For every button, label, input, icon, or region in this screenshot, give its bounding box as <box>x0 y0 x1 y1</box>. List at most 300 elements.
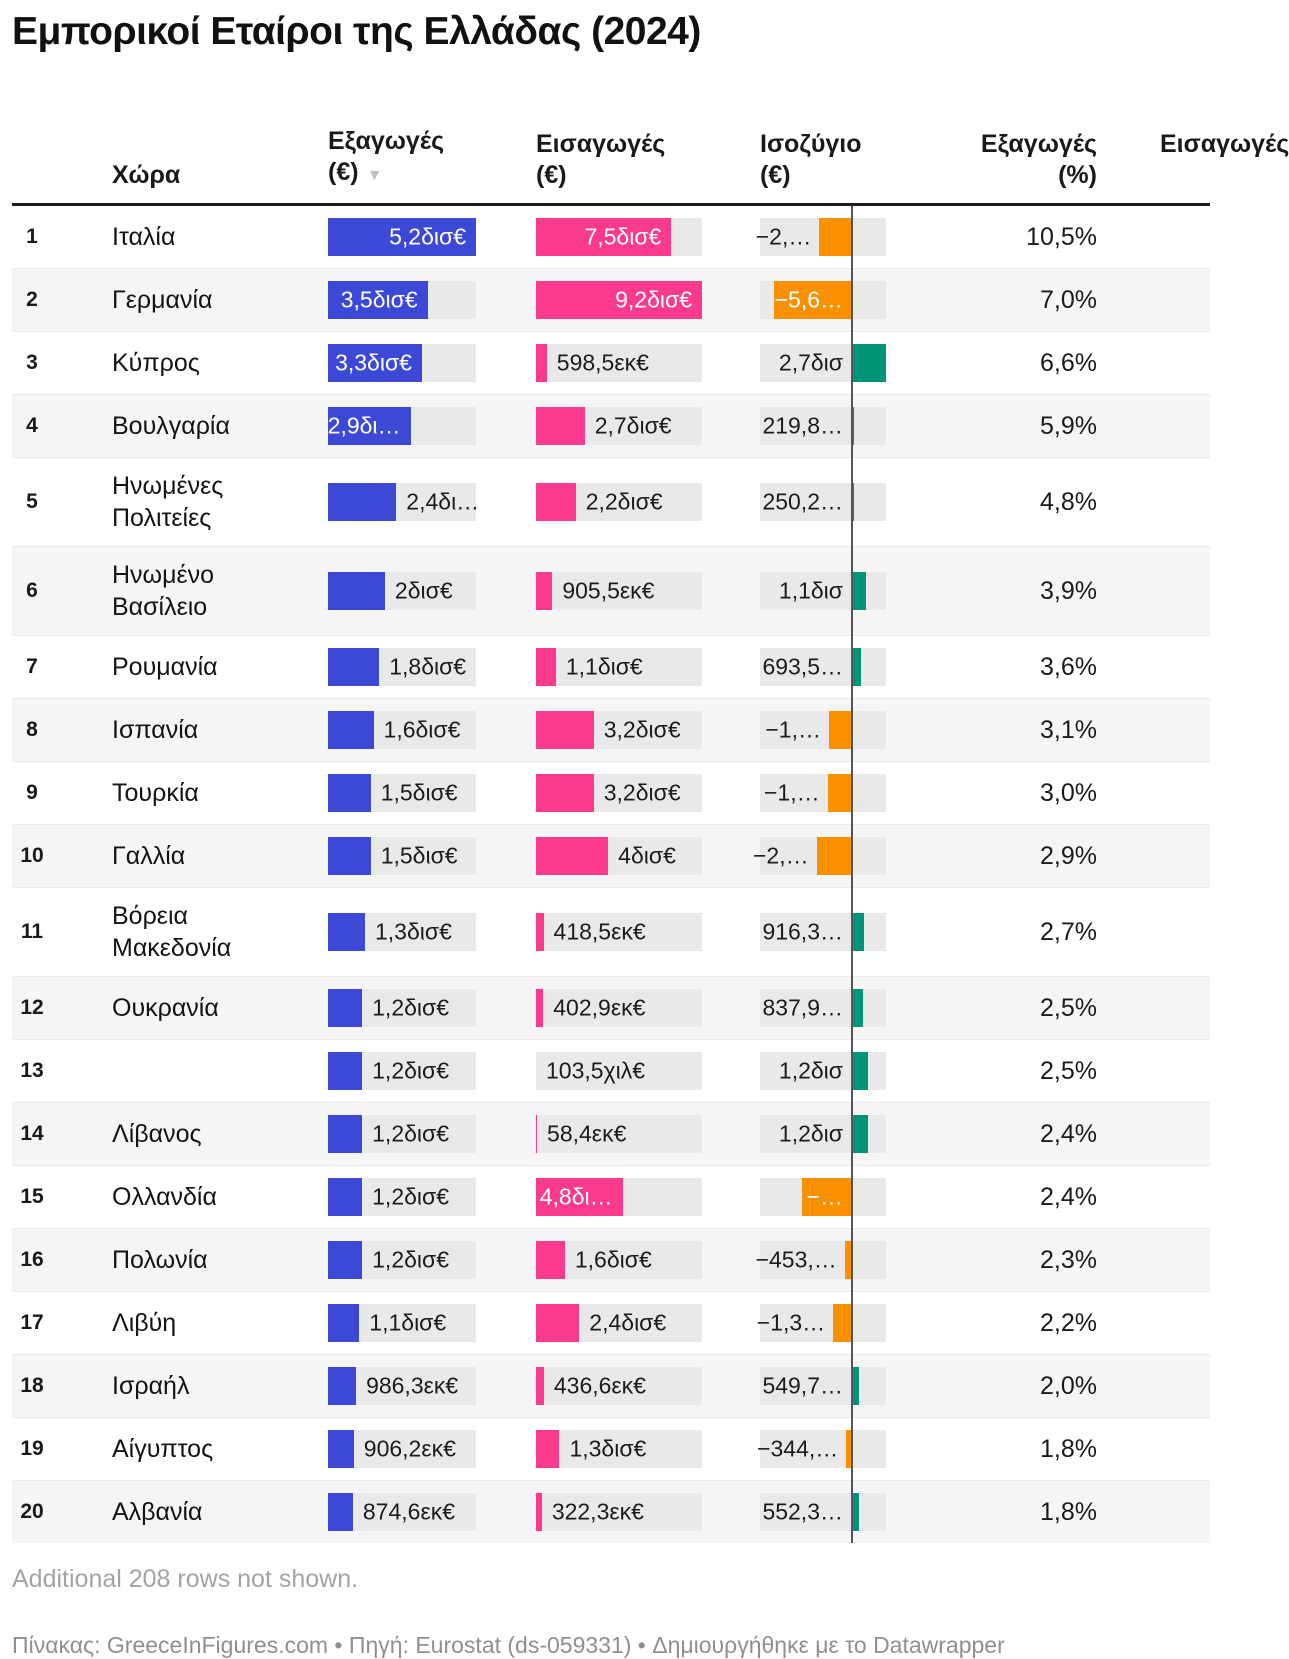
exports-bar <box>328 1178 362 1216</box>
exports-value-label: 1,3δισ€ <box>375 918 452 945</box>
imports-bar <box>536 648 556 686</box>
col-header-balance[interactable] <box>760 129 886 191</box>
balance-track <box>760 774 886 812</box>
exports-bar <box>328 1304 359 1342</box>
exports-pct-value: 1,8% <box>1040 1434 1097 1463</box>
balance-track <box>760 483 886 521</box>
imports-track <box>536 837 702 875</box>
exports-pct-value: 4,8% <box>1040 487 1097 516</box>
imports-value-label: 7,5δισ€ <box>584 223 662 250</box>
imports-pct-cell <box>1097 1185 1210 1209</box>
imports-pct-cell <box>1097 579 1210 603</box>
rank-cell: 17 <box>20 1311 44 1334</box>
imports-value-label: 905,5εκ€ <box>562 577 655 604</box>
table-row <box>12 331 1210 394</box>
country-name: Ολλανδία <box>112 1183 217 1211</box>
exports-value-label: 1,2δισ€ <box>372 1246 450 1273</box>
balance-value-label: −… <box>806 1183 843 1210</box>
exports-bar <box>328 1430 354 1468</box>
table-row <box>12 457 1210 546</box>
country-name: Γαλλία <box>112 842 186 870</box>
exports-track <box>328 989 476 1027</box>
imports-value-label: 4,8δι… <box>539 1183 613 1210</box>
balance-value-label: −2,… <box>755 223 812 250</box>
imports-cell <box>536 901 760 963</box>
table-row <box>12 698 1210 761</box>
imports-bar <box>536 1241 565 1279</box>
exports-track <box>328 1241 476 1279</box>
table-row <box>12 761 1210 824</box>
imports-value-label: 58,4εκ€ <box>547 1120 627 1147</box>
exports-pct-cell <box>886 767 1097 820</box>
imports-value-label: 2,2δισ€ <box>585 488 663 515</box>
balance-cell <box>756 1292 886 1354</box>
balance-track <box>760 572 886 610</box>
exports-track <box>328 1304 476 1342</box>
exports-bar <box>328 648 379 686</box>
balance-track <box>760 711 886 749</box>
country-cell <box>52 272 328 328</box>
attribution-byline: Πίνακας: GreeceInFigures.com • Πηγή: Eurostat (ds-059331) • Δημιουργήθηκε με το Datawrapper <box>12 1632 1005 1658</box>
country-name: Ρουμανία <box>112 653 218 681</box>
imports-value-label: 1,3δισ€ <box>569 1435 647 1462</box>
col-header-country[interactable] <box>52 160 328 191</box>
balance-track <box>760 648 886 686</box>
exports-track <box>328 218 476 256</box>
exports-pct-cell <box>886 1360 1097 1413</box>
exports-pct-value: 3,0% <box>1040 778 1097 807</box>
country-name: Ηνωμένες Πολιτείες <box>112 472 224 532</box>
col-header-exports-line2: (€) ▼ <box>328 158 383 186</box>
exports-value-label: 2,4δι… <box>406 488 480 515</box>
rows-not-shown-note: Additional 208 rows not shown. <box>12 1565 359 1593</box>
balance-cell <box>760 636 886 698</box>
exports-pct-value: 10,5% <box>1026 222 1097 251</box>
rank-cell: 5 <box>26 490 38 513</box>
exports-track <box>328 837 476 875</box>
exports-value-label: 986,3εκ€ <box>366 1372 459 1399</box>
imports-track <box>536 218 702 256</box>
table-row <box>12 1291 1210 1354</box>
imports-bar <box>536 1367 544 1405</box>
rank-cell: 9 <box>26 781 38 804</box>
col-header-exports-pct[interactable] <box>886 129 1097 191</box>
balance-cell <box>760 762 886 824</box>
exports-pct-value: 2,4% <box>1040 1119 1097 1148</box>
exports-value-label: 1,2δισ€ <box>372 994 450 1021</box>
exports-cell <box>328 269 536 331</box>
imports-value-label: 436,6εκ€ <box>553 1372 646 1399</box>
balance-track <box>760 1115 886 1153</box>
table-row <box>12 268 1210 331</box>
balance-cell <box>760 560 886 622</box>
exports-pct-value: 2,7% <box>1040 917 1097 946</box>
balance-track <box>760 989 886 1027</box>
balance-value-label: 219,8… <box>762 412 843 439</box>
table-row <box>12 1417 1210 1480</box>
balance-value-label: 916,3… <box>762 918 843 945</box>
imports-cell <box>536 395 760 457</box>
col-header-imports-line1: Εισαγωγές <box>536 130 666 158</box>
exports-cell <box>328 762 536 824</box>
col-header-imports-pct-line1: Εισαγωγές <box>1160 130 1289 158</box>
country-name: Τουρκία <box>112 779 199 807</box>
balance-value-label: −5,6… <box>774 286 843 313</box>
exports-track <box>328 711 476 749</box>
balance-cell <box>760 395 886 457</box>
table-row <box>12 887 1210 976</box>
imports-cell <box>536 1103 760 1165</box>
balance-cell <box>760 269 886 331</box>
country-cell <box>52 702 328 758</box>
exports-bar <box>328 572 385 610</box>
exports-value-label: 3,5δισ€ <box>340 286 418 313</box>
imports-track <box>536 1430 702 1468</box>
imports-value-label: 1,1δισ€ <box>565 653 643 680</box>
country-cell <box>52 1358 328 1414</box>
balance-value-label: 549,7… <box>762 1372 843 1399</box>
exports-pct-value: 3,6% <box>1040 652 1097 681</box>
table-row <box>12 824 1210 887</box>
balance-cell <box>760 332 886 394</box>
country-name: Αίγυπτος <box>112 1435 214 1463</box>
imports-bar <box>536 407 585 445</box>
exports-value-label: 874,6εκ€ <box>362 1498 455 1525</box>
imports-cell <box>536 825 760 887</box>
rank-cell: 10 <box>20 844 44 867</box>
exports-cell <box>328 636 536 698</box>
imports-track <box>536 989 702 1027</box>
exports-value-label: 1,2δισ€ <box>372 1057 450 1084</box>
exports-pct-cell <box>886 1108 1097 1161</box>
imports-cell <box>536 977 760 1039</box>
balance-value-label: −2,… <box>753 842 809 869</box>
rank-cell: 7 <box>26 655 38 678</box>
imports-track <box>536 281 702 319</box>
imports-cell <box>536 332 760 394</box>
exports-value-label: 2δισ€ <box>394 577 453 604</box>
balance-value-label: 1,1δισ <box>778 577 843 604</box>
country-cell <box>52 980 328 1036</box>
table-row <box>12 976 1210 1039</box>
exports-track <box>328 913 476 951</box>
imports-track <box>536 1493 702 1531</box>
exports-pct-value: 7,0% <box>1040 285 1097 314</box>
balance-cell <box>757 1418 886 1480</box>
exports-value-label: 1,2δισ€ <box>372 1120 450 1147</box>
exports-value-label: 1,8δισ€ <box>389 653 467 680</box>
country-name: Λίβανος <box>112 1120 202 1148</box>
country-name: Βουλγαρία <box>112 412 230 440</box>
country-cell <box>52 1050 328 1092</box>
trade-partners-table-chart <box>0 8 1289 1659</box>
exports-bar <box>328 1367 356 1405</box>
imports-value-label: 103,5χιλ€ <box>546 1057 646 1084</box>
country-cell <box>52 765 328 821</box>
col-header-exports-line1: Εξαγωγές <box>328 127 445 155</box>
exports-bar <box>328 837 371 875</box>
surplus-bar <box>851 1052 868 1090</box>
col-header-imports[interactable] <box>536 129 760 191</box>
imports-cell <box>536 471 760 533</box>
exports-pct-cell <box>886 1486 1097 1539</box>
balance-value-label: 1,2δισ <box>778 1120 843 1147</box>
imports-cell <box>536 206 760 268</box>
balance-track <box>760 1178 886 1216</box>
exports-value-label: 1,5δισ€ <box>380 842 458 869</box>
rank-cell: 18 <box>20 1374 44 1397</box>
exports-cell <box>328 395 536 457</box>
exports-cell <box>328 901 536 963</box>
exports-track <box>328 344 476 382</box>
exports-track <box>328 1493 476 1531</box>
exports-bar <box>328 711 374 749</box>
imports-value-label: 3,2δισ€ <box>603 779 681 806</box>
exports-cell <box>328 206 536 268</box>
balance-value-label: 693,5… <box>762 653 843 680</box>
exports-track <box>328 1178 476 1216</box>
exports-track <box>328 648 476 686</box>
country-cell <box>52 1232 328 1288</box>
exports-pct-value: 3,1% <box>1040 715 1097 744</box>
exports-track <box>328 572 476 610</box>
country-name: Λιβύη <box>112 1309 177 1337</box>
col-header-exports[interactable] <box>328 126 536 191</box>
balance-track <box>756 1304 886 1342</box>
imports-value-label: 322,3εκ€ <box>551 1498 644 1525</box>
exports-bar <box>328 913 365 951</box>
imports-track <box>536 913 702 951</box>
balance-zero-axis <box>851 206 853 1543</box>
imports-bar <box>536 1304 579 1342</box>
imports-pct-cell <box>1097 1374 1210 1398</box>
exports-pct-value: 1,8% <box>1040 1497 1097 1526</box>
exports-value-label: 906,2εκ€ <box>363 1435 456 1462</box>
balance-track <box>760 913 886 951</box>
balance-track <box>760 281 886 319</box>
exports-value-label: 1,2δισ€ <box>372 1183 450 1210</box>
exports-value-label: 1,6δισ€ <box>383 716 461 743</box>
imports-bar <box>536 989 543 1027</box>
exports-track <box>328 1115 476 1153</box>
balance-cell <box>760 901 886 963</box>
balance-value-label: −1,… <box>765 716 821 743</box>
exports-cell <box>328 1103 536 1165</box>
exports-bar <box>328 774 371 812</box>
exports-track <box>328 1367 476 1405</box>
imports-value-label: 2,4δισ€ <box>589 1309 667 1336</box>
imports-cell <box>536 269 760 331</box>
exports-value-label: 1,1δισ€ <box>369 1309 447 1336</box>
col-header-imports-line2: (€) <box>536 161 567 189</box>
table-row <box>12 635 1210 698</box>
imports-pct-cell <box>1097 996 1210 1020</box>
exports-pct-cell <box>886 211 1097 264</box>
imports-track <box>536 774 702 812</box>
rank-cell: 3 <box>26 351 38 374</box>
exports-track <box>328 407 476 445</box>
deficit-bar <box>817 837 851 875</box>
imports-bar <box>536 1115 537 1153</box>
sort-desc-icon[interactable]: ▼ <box>366 167 383 184</box>
exports-cell <box>328 560 536 622</box>
exports-pct-value: 3,9% <box>1040 576 1097 605</box>
imports-track <box>536 1367 702 1405</box>
rank-cell: 19 <box>20 1437 44 1460</box>
col-header-imports-pct[interactable] <box>1097 114 1289 191</box>
exports-pct-cell <box>886 1045 1097 1098</box>
imports-value-label: 3,2δισ€ <box>603 716 681 743</box>
imports-pct-cell <box>1097 1500 1210 1524</box>
imports-cell <box>536 636 760 698</box>
rank-cell: 14 <box>20 1122 44 1145</box>
exports-cell <box>328 1418 536 1480</box>
exports-pct-cell <box>886 1423 1097 1476</box>
table-row <box>12 1102 1210 1165</box>
imports-bar <box>536 483 576 521</box>
imports-cell <box>536 699 760 761</box>
exports-pct-cell <box>886 830 1097 883</box>
deficit-bar <box>828 774 851 812</box>
exports-track <box>328 1430 476 1468</box>
exports-bar <box>328 1115 362 1153</box>
country-name: Ιταλία <box>112 223 176 251</box>
country-name: Πολωνία <box>112 1246 208 1274</box>
rank-cell: 6 <box>26 579 38 602</box>
exports-cell <box>328 1355 536 1417</box>
imports-track <box>536 1052 702 1090</box>
table-row <box>12 1480 1210 1543</box>
exports-cell <box>328 699 536 761</box>
imports-pct-cell <box>1097 844 1210 868</box>
exports-bar <box>328 1052 362 1090</box>
exports-cell <box>328 1481 536 1543</box>
exports-pct-cell <box>886 641 1097 694</box>
balance-value-label: −453,… <box>755 1246 837 1273</box>
exports-pct-cell <box>886 1234 1097 1287</box>
country-cell <box>52 1295 328 1351</box>
balance-cell <box>760 1040 886 1102</box>
deficit-bar <box>829 711 851 749</box>
imports-cell <box>536 1040 760 1102</box>
imports-bar <box>536 1493 542 1531</box>
exports-value-label: 3,3δισ€ <box>335 349 412 376</box>
rank-cell: 20 <box>20 1500 44 1523</box>
balance-value-label: −1,… <box>764 779 820 806</box>
country-cell <box>52 209 328 265</box>
imports-track <box>536 344 702 382</box>
exports-pct-cell <box>886 400 1097 453</box>
exports-pct-cell <box>886 565 1097 618</box>
exports-pct-value: 5,9% <box>1040 411 1097 440</box>
deficit-bar <box>819 218 851 256</box>
imports-pct-cell <box>1097 781 1210 805</box>
balance-value-label: −1,3… <box>756 1309 826 1336</box>
imports-cell <box>536 1418 760 1480</box>
exports-cell <box>328 1292 536 1354</box>
country-cell <box>52 1169 328 1225</box>
table-row <box>12 394 1210 457</box>
exports-pct-value: 6,6% <box>1040 348 1097 377</box>
balance-cell <box>760 471 886 533</box>
exports-pct-cell <box>886 476 1097 529</box>
table-row <box>12 206 1210 268</box>
imports-track <box>536 1304 702 1342</box>
table-row <box>12 1354 1210 1417</box>
exports-value-label: 5,2δισ€ <box>389 223 466 250</box>
exports-pct-cell <box>886 337 1097 390</box>
rank-cell: 1 <box>26 225 38 248</box>
rank-cell: 16 <box>20 1248 44 1271</box>
balance-value-label: 837,9… <box>762 994 843 1021</box>
exports-pct-cell <box>886 1297 1097 1350</box>
imports-track <box>536 1115 702 1153</box>
rank-cell: 4 <box>26 414 38 437</box>
imports-value-label: 402,9εκ€ <box>553 994 646 1021</box>
balance-cell <box>760 1481 886 1543</box>
exports-pct-value: 2,3% <box>1040 1245 1097 1274</box>
col-header-country-label: Χώρα <box>112 161 181 189</box>
exports-bar <box>328 989 362 1027</box>
exports-bar <box>328 483 396 521</box>
exports-track <box>328 483 480 521</box>
balance-cell <box>760 699 886 761</box>
imports-pct-cell <box>1097 1248 1210 1272</box>
imports-bar <box>536 774 594 812</box>
exports-cell <box>328 332 536 394</box>
rank-cell: 12 <box>20 996 44 1019</box>
country-cell <box>52 639 328 695</box>
country-name: Γερμανία <box>112 286 213 314</box>
imports-cell <box>536 762 760 824</box>
exports-cell <box>328 1229 536 1291</box>
balance-track <box>757 1430 886 1468</box>
imports-pct-cell <box>1097 414 1210 438</box>
trade-table <box>12 114 1289 1543</box>
imports-track <box>536 572 702 610</box>
imports-cell <box>536 1355 760 1417</box>
exports-pct-value: 2,4% <box>1040 1182 1097 1211</box>
imports-value-label: 9,2δισ€ <box>615 286 692 313</box>
country-cell <box>52 1484 328 1540</box>
country-cell <box>52 828 328 884</box>
imports-pct-cell <box>1097 1122 1210 1146</box>
balance-track <box>760 1493 886 1531</box>
balance-value-label: −344,… <box>757 1435 839 1462</box>
imports-cell <box>536 1292 760 1354</box>
country-name: Ουκρανία <box>112 994 219 1022</box>
imports-pct-cell <box>1097 225 1210 249</box>
balance-cell <box>760 977 886 1039</box>
imports-value-label: 4δισ€ <box>618 842 676 869</box>
exports-pct-value: 2,5% <box>1040 993 1097 1022</box>
exports-value-label: 1,5δισ€ <box>380 779 458 806</box>
imports-pct-cell <box>1097 1059 1210 1083</box>
imports-bar <box>536 913 544 951</box>
imports-cell <box>536 560 760 622</box>
exports-cell <box>328 825 536 887</box>
table-header-row <box>12 114 1289 206</box>
col-header-balance-line1: Ισοζύγιο <box>760 130 862 158</box>
exports-pct-cell <box>886 982 1097 1035</box>
exports-track <box>328 1052 476 1090</box>
imports-value-label: 418,5εκ€ <box>553 918 646 945</box>
imports-bar <box>536 1430 559 1468</box>
balance-cell <box>755 206 886 268</box>
balance-track <box>760 1367 886 1405</box>
imports-pct-cell <box>1097 351 1210 375</box>
imports-track <box>536 648 702 686</box>
